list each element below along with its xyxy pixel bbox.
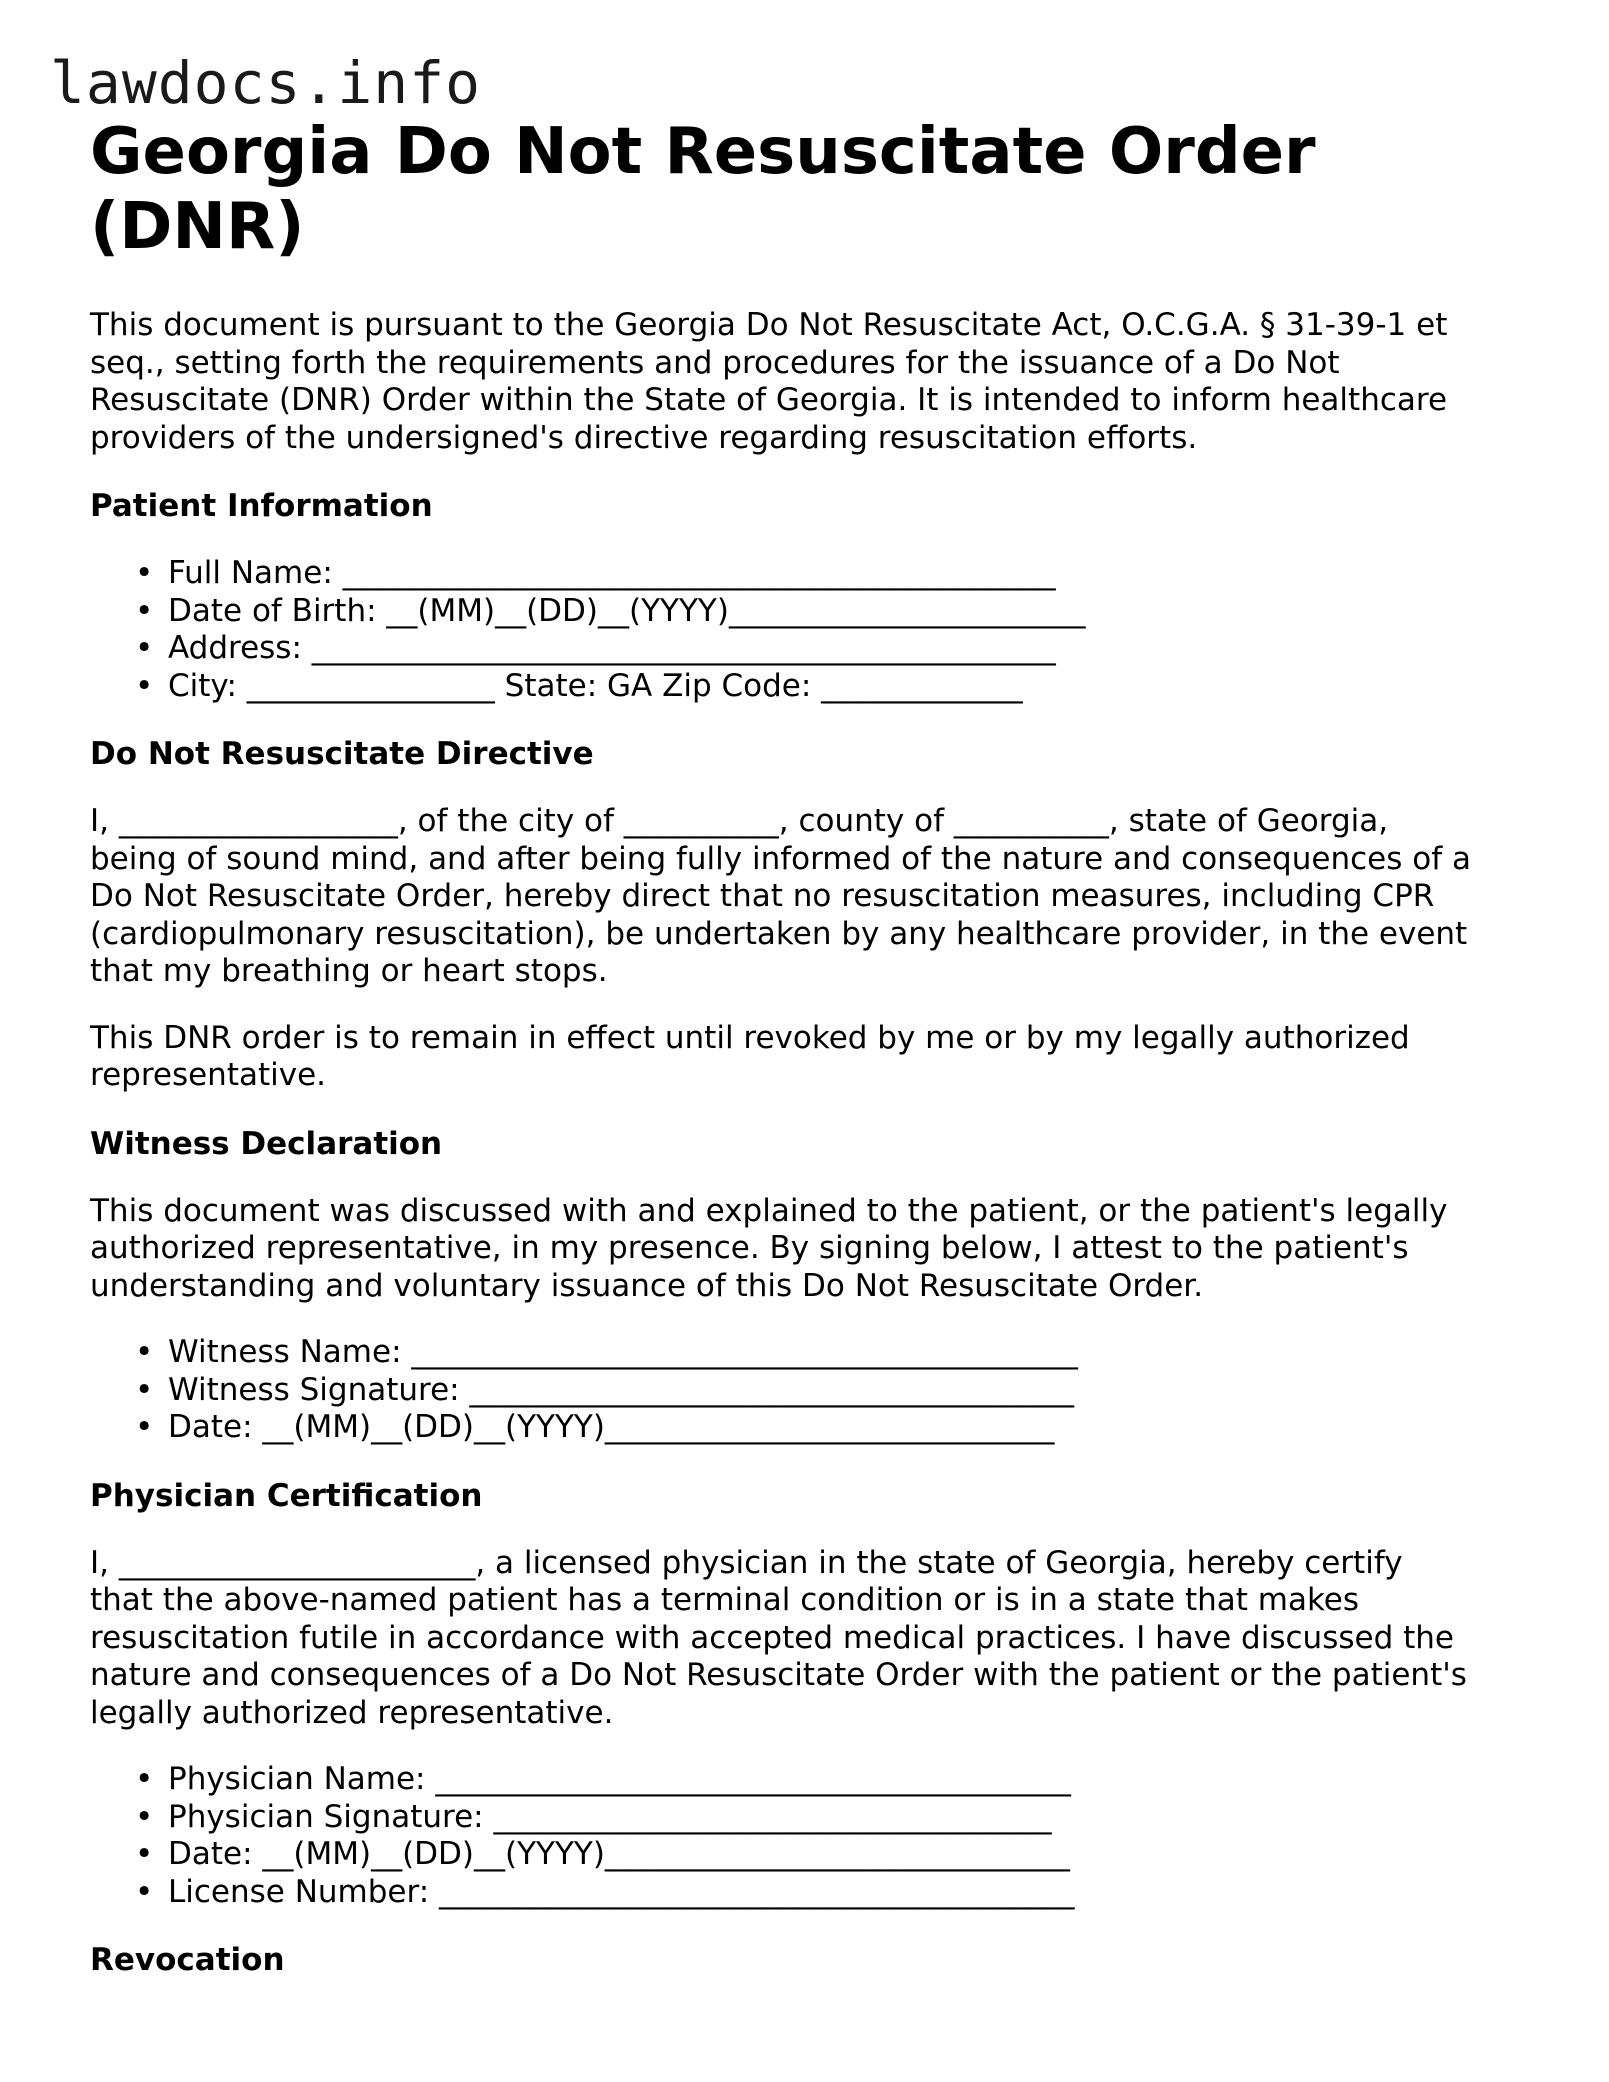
witness-name-field: • Witness Name: ___________________________________________ <box>135 1334 1540 1372</box>
address-field: • Address: ________________________________________________ <box>135 630 1540 668</box>
witness-heading: Witness Declaration <box>90 1125 443 1162</box>
physician-signature-field: • Physician Signature: ____________________________________ <box>135 1799 1540 1837</box>
physician-list <box>90 1761 1540 1911</box>
directive-heading: Do Not Resuscitate Directive <box>90 736 594 772</box>
witness-paragraph: This document was discussed with and explained to the patient, or the patient's legally authorized representative, in my presence. By signing below, I attest to the patient's understanding and voluntary issuance of this Do Not Resuscitate Order. <box>90 1192 1448 1304</box>
physician-date-field: • Date: __(MM)__(DD)__(YYYY)______________________________ <box>135 1836 1540 1874</box>
witness-list <box>90 1334 1540 1447</box>
site-watermark: lawdocs.info <box>50 49 482 117</box>
city-state-zip-field: • City: ________________ State: GA Zip Code: _____________ <box>135 668 1540 706</box>
physician-paragraph: I, _______________________, a licensed physician in the state of Georgia, hereby certify that the above-named patient has a terminal condition or is in a state that makes resuscitation futile in accordance with accepted medical practices. I have discussed the nature and consequences of a Do Not Resuscitate Order with the patient or the patient's legally authorized representative. <box>90 1544 1467 1731</box>
witness-date-field: • Date: __(MM)__(DD)__(YYYY)_____________________________ <box>135 1409 1540 1447</box>
directive-effect-paragraph: This DNR order is to remain in effect until revoked by me or by my legally authorized representative. <box>90 1019 1410 1093</box>
physician-name-field: • Physician Name: _________________________________________ <box>135 1761 1540 1799</box>
intro-paragraph: This document is pursuant to the Georgia Do Not Resuscitate Act, O.C.G.A. § 31-39-1 et seq., setting forth the requirements and procedures for the issuance of a Do Not Resuscitate (DNR) Order within the State of Georgia. It is intended to inform healthcare providers of the undersigned's directive regarding resuscitation efforts. <box>90 307 1448 456</box>
revocation-heading: Revocation <box>90 1942 285 1978</box>
date-of-birth-field: • Date of Birth: __(MM)__(DD)__(YYYY)_______________________ <box>135 593 1540 631</box>
license-number-field: • License Number: _________________________________________ <box>135 1874 1540 1912</box>
document-title: Georgia Do Not Resuscitate Order (DNR) <box>90 115 1316 264</box>
document-body <box>90 115 1540 1980</box>
patient-information-heading: Patient Information <box>90 488 433 524</box>
physician-heading: Physician Certification <box>90 1477 483 1514</box>
full-name-field: • Full Name: ______________________________________________ <box>135 555 1540 593</box>
directive-paragraph: I, __________________, of the city of __________, county of __________, state of Georgia, being of sound mind, and after being fully informed of the nature and consequences of a Do Not Resuscitate Order, hereby direct that no resuscitation measures, including CPR (cardiopulmonary resuscitation), be undertaken by any healthcare provider, in the event that my breathing or heart stops. <box>90 803 1471 989</box>
witness-signature-field: • Witness Signature: _______________________________________ <box>135 1372 1540 1410</box>
patient-information-list <box>90 555 1540 705</box>
